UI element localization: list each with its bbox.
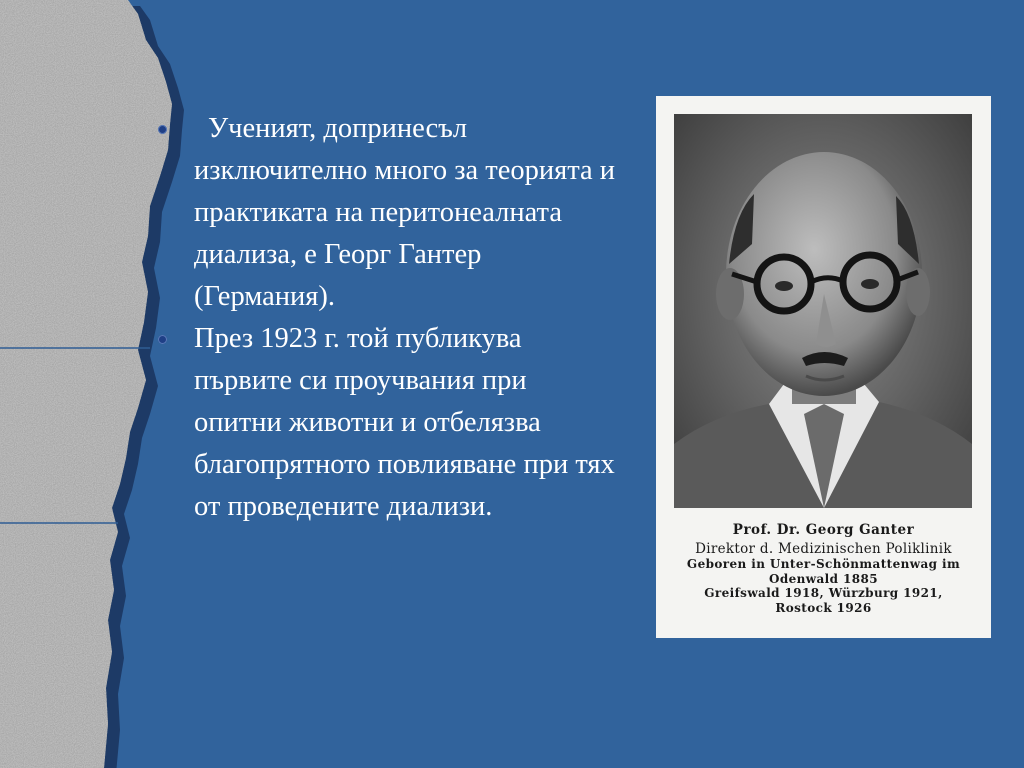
bullet-list (150, 108, 620, 528)
bullet-item (150, 108, 620, 318)
bullet-text: През 1923 г. той публикува първите си проучвания при опитни животни и отбелязва благопрятното повлияване при тях от проведените диализи. (194, 323, 615, 522)
caption-line: Odenwald 1885 (768, 571, 879, 586)
portrait-caption (656, 516, 991, 615)
bullet-text: Ученият, допринесъл изключително много за теорията и практиката на перитонеалната диализа, е Георг Гантер (Германия). (194, 113, 616, 312)
caption-line: Rostock 1926 (775, 600, 872, 615)
bullet-dot-icon (158, 335, 167, 344)
bullet-item (150, 318, 620, 528)
caption-line: Direktor d. Medizinischen Poliklinik (695, 541, 952, 557)
caption-title: Prof. Dr. Georg Ganter (732, 522, 915, 538)
caption-line: Greifswald 1918, Würzburg 1921, (704, 586, 943, 600)
portrait-image (674, 114, 972, 508)
bullet-dot-icon (158, 125, 167, 134)
caption-line: Geboren in Unter-Schönmattenwag im (686, 557, 961, 571)
portrait-card (656, 96, 991, 638)
